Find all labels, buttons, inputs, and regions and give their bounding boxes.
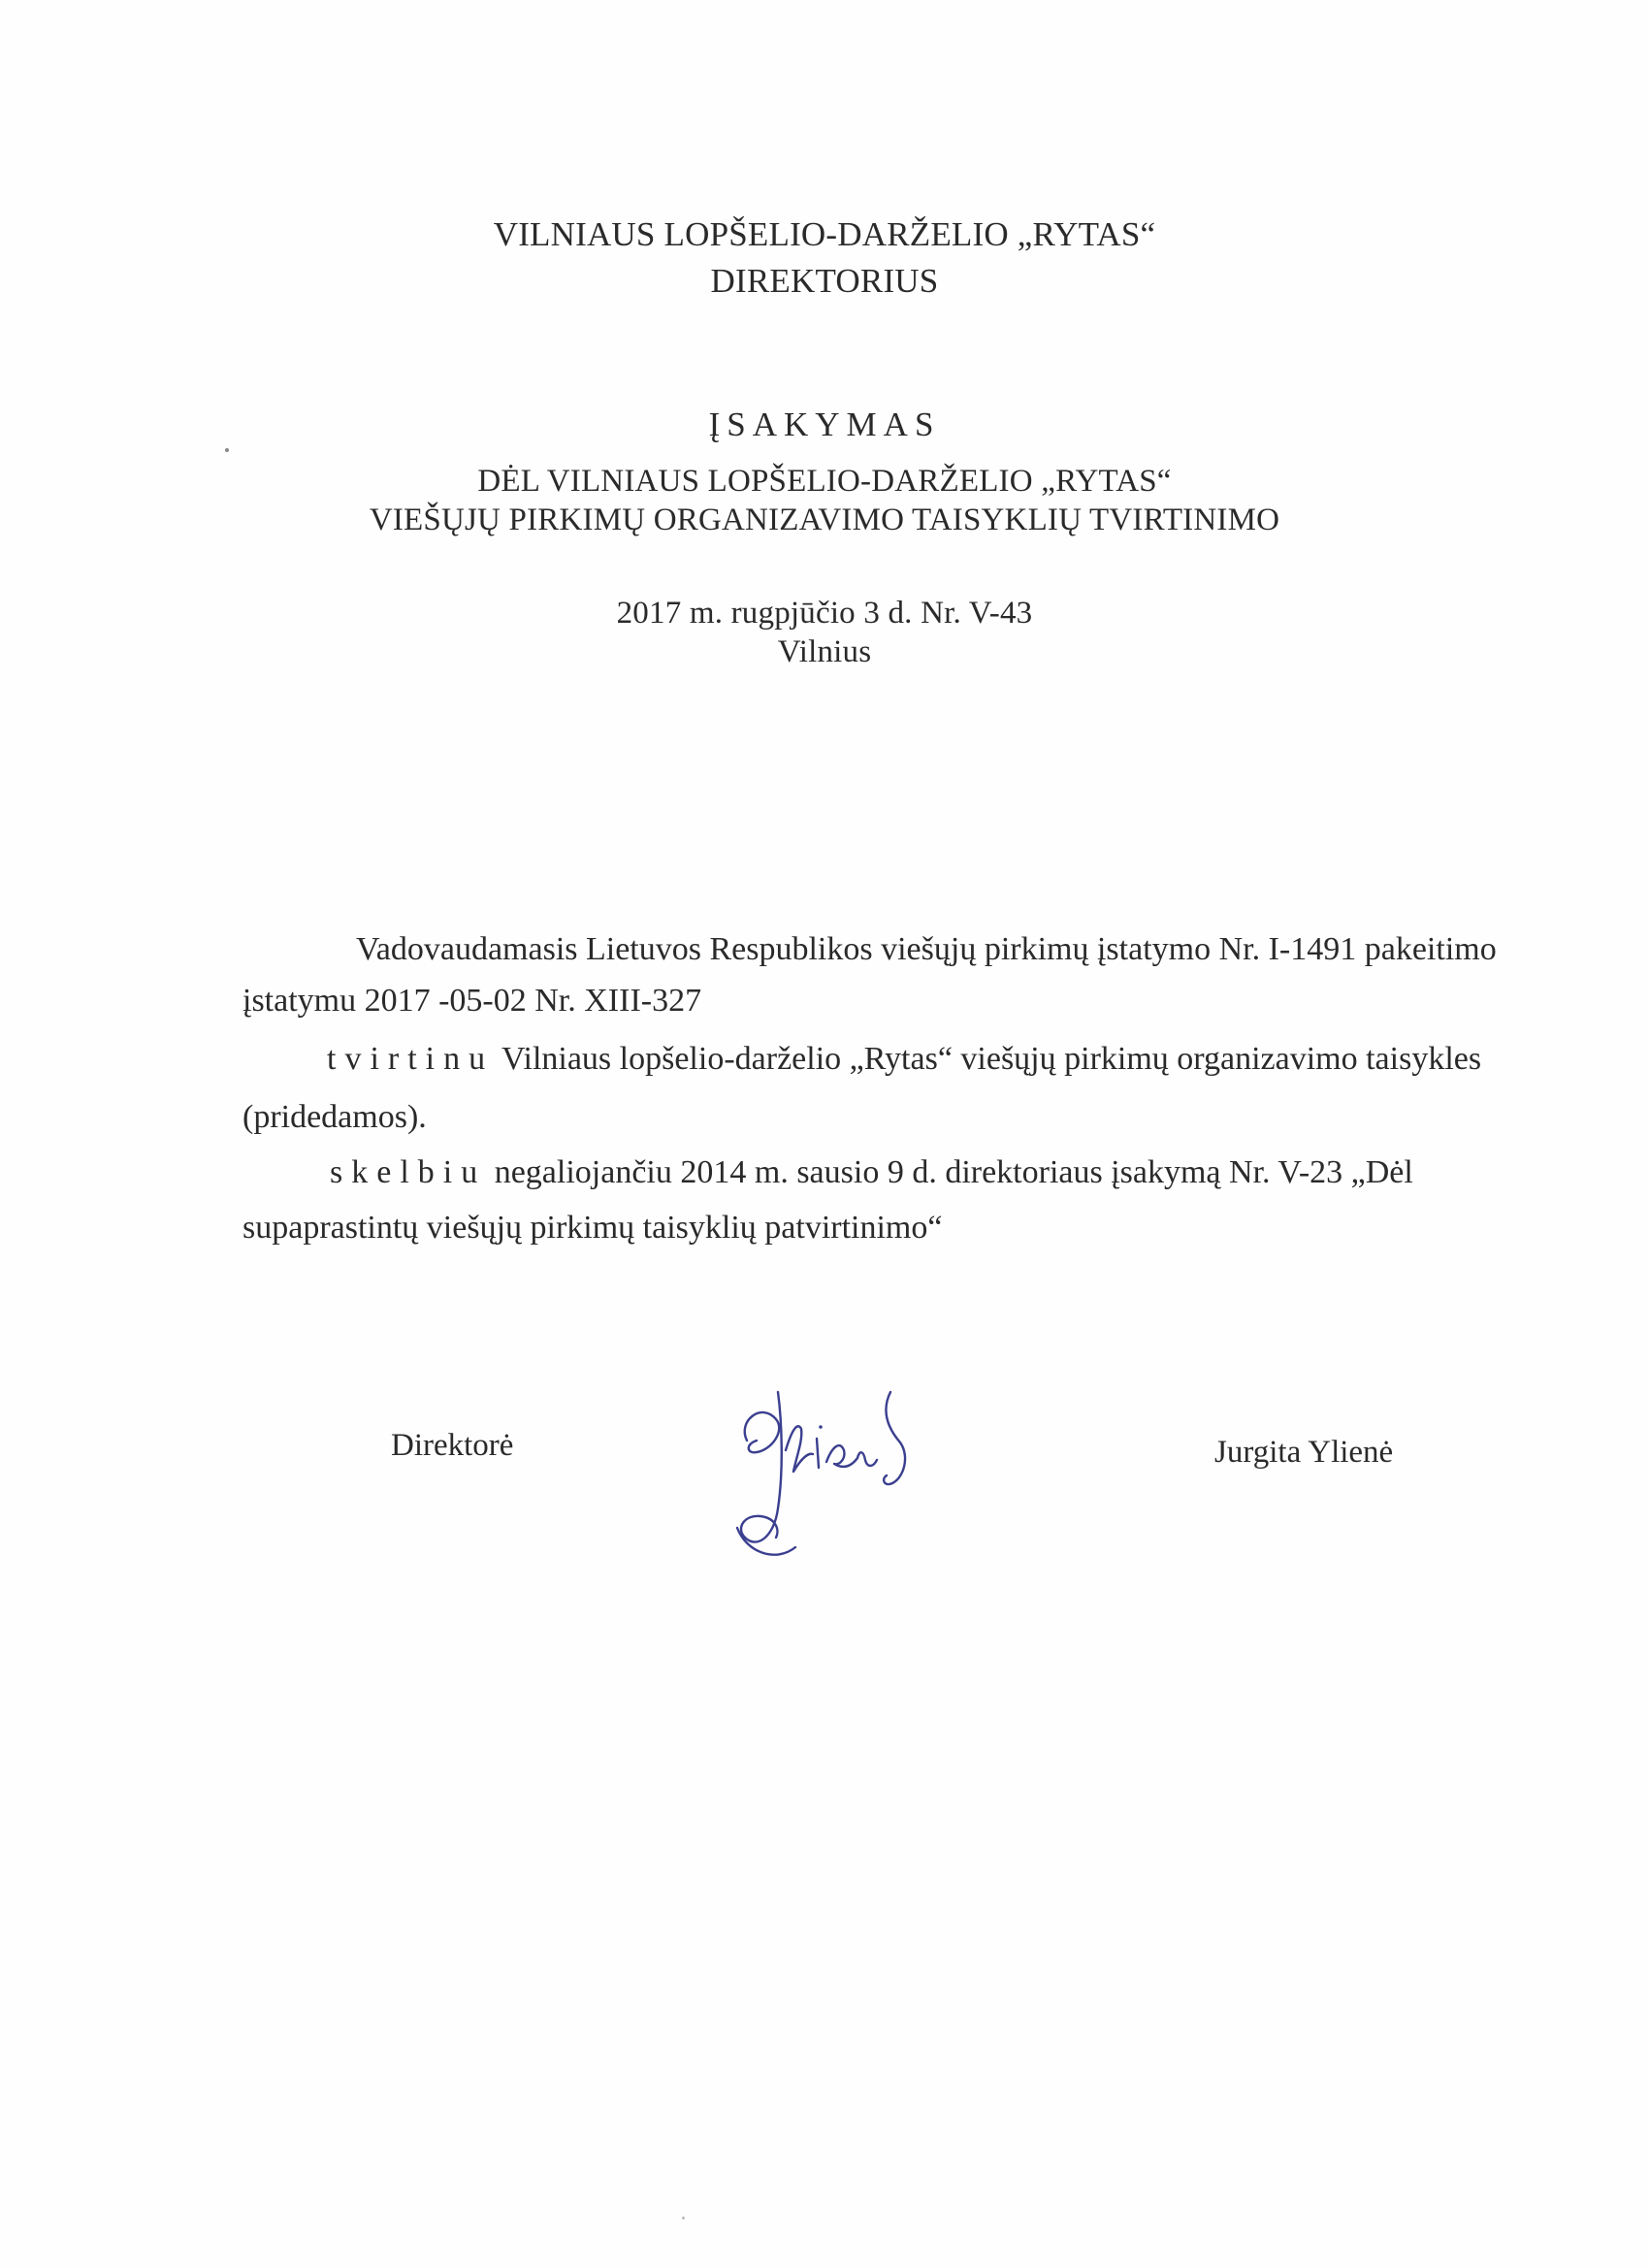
scan-speck [682,2217,685,2219]
paragraph-1-line-2: įstatymu 2017 -05-02 Nr. XIII-327 [242,983,702,1019]
approve-keyword: tvirtinu [327,1041,495,1077]
order-title-line-2: VIEŠŲJŲ PIRKIMŲ ORGANIZAVIMO TAISYKLIŲ TVIRTINIMO [369,502,1280,537]
paragraph-1-line-1: Vadovaudamasis Lietuvos Respublikos viešųjų pirkimų įstatymo Nr. I-1491 pakeitimo [356,931,1497,967]
approve-text: Vilniaus lopšelio-darželio „Rytas“ viešųjų pirkimų organizavimo taisykles [494,1041,1482,1077]
paragraph-2-line-1 [327,1038,1481,1081]
signatory-name: Jurgita Ylienė [1214,1435,1394,1470]
announce-keyword: skelbiu [330,1154,487,1190]
paragraph-2-line-2: (pridedamos). [242,1099,427,1135]
document-type-heading: ĮSAKYMAS [708,405,941,443]
handwritten-signature [718,1382,941,1576]
order-date-number: 2017 m. rugpjūčio 3 d. Nr. V-43 [616,596,1033,631]
scan-speck [225,448,229,452]
paragraph-3-line-2: supaprastintų viešųjų pirkimų taisyklių patvirtinimo“ [242,1210,943,1246]
paragraph-3-line-1 [330,1151,1413,1194]
order-place: Vilnius [777,634,872,669]
announce-text: negaliojančiu 2014 m. sausio 9 d. direktoriaus įsakymą Nr. V-23 „Dėl [486,1154,1413,1190]
organization-name: VILNIAUS LOPŠELIO-DARŽELIO „RYTAS“ [493,215,1156,253]
director-heading: DIREKTORIUS [710,262,939,300]
order-title-line-1: DĖL VILNIAUS LOPŠELIO-DARŽELIO „RYTAS“ [477,464,1172,499]
signatory-position: Direktorė [391,1428,514,1463]
